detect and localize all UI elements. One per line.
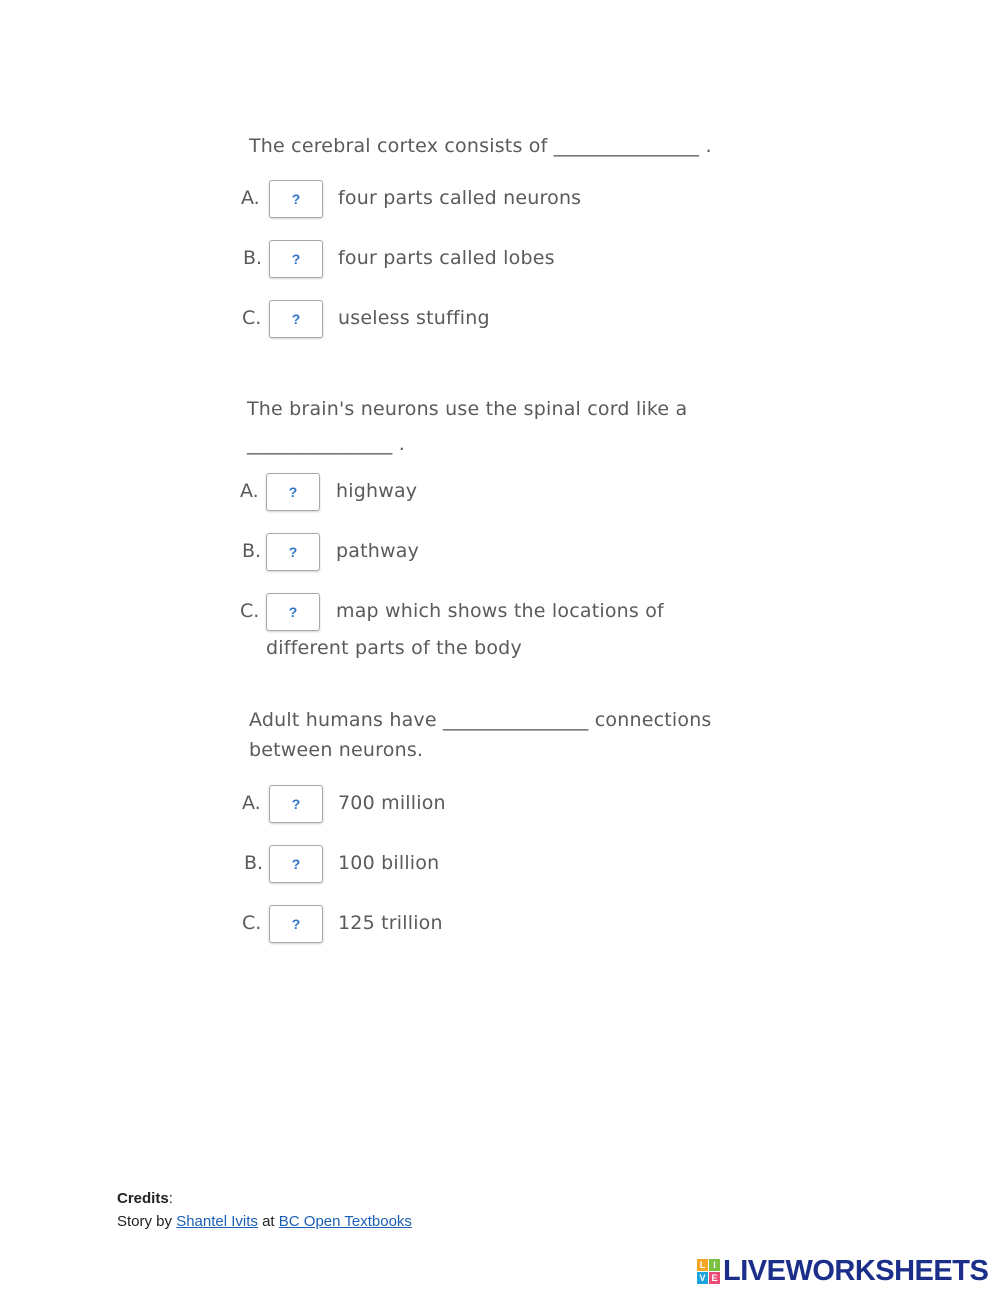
logo-mark-cell: E <box>709 1272 720 1284</box>
question-2-prompt: The brain's neurons use the spinal cord like a _______________ . <box>247 398 688 455</box>
answer-box-q1-c[interactable] <box>269 300 323 338</box>
question-3-prompt: Adult humans have _______________ connections between neurons. <box>249 709 712 761</box>
option-letter: A. <box>240 480 259 502</box>
story-by-label: Story by <box>117 1213 173 1230</box>
credits-heading-line <box>117 1187 412 1210</box>
question-mark-icon: ? <box>288 544 298 560</box>
option-text: 100 billion <box>338 852 440 874</box>
option-letter: C. <box>240 600 260 622</box>
logo-text: LIVEWORKSHEETS <box>723 1254 989 1287</box>
logo-mark-icon <box>697 1259 720 1284</box>
question-mark-icon: ? <box>291 191 301 207</box>
answer-box-q2-a[interactable] <box>266 473 320 511</box>
option-letter: A. <box>241 187 260 209</box>
option-text: map which shows the locations of different parts of the body <box>266 600 664 659</box>
answer-box-q2-b[interactable] <box>266 533 320 571</box>
logo-mark-cell: V <box>697 1272 708 1284</box>
at-label: at <box>262 1213 275 1230</box>
liveworksheets-logo <box>697 1255 988 1287</box>
answer-box-q3-b[interactable] <box>269 845 323 883</box>
question-mark-icon: ? <box>291 796 301 812</box>
option-letter: B. <box>242 540 262 562</box>
question-mark-icon: ? <box>288 484 298 500</box>
option-text: 700 million <box>338 792 446 814</box>
option-text: four parts called neurons <box>338 187 582 209</box>
option-letter: B. <box>243 247 263 269</box>
option-letter: C. <box>242 307 262 329</box>
question-mark-icon: ? <box>291 311 301 327</box>
source-link[interactable]: BC Open Textbooks <box>278 1213 412 1230</box>
logo-mark-cell: I <box>709 1259 720 1271</box>
question-mark-icon: ? <box>291 856 301 872</box>
option-letter: C. <box>242 912 262 934</box>
author-link[interactable]: Shantel Ivits <box>176 1213 258 1230</box>
answer-box-q3-a[interactable] <box>269 785 323 823</box>
logo-mark-cell: L <box>697 1259 708 1271</box>
question-mark-icon: ? <box>291 916 301 932</box>
question-mark-icon: ? <box>291 251 301 267</box>
credits-heading: Credits <box>117 1190 169 1207</box>
option-text: 125 trillion <box>338 912 443 934</box>
option-letter: B. <box>244 852 264 874</box>
credits <box>117 1187 412 1233</box>
option-text: useless stuffing <box>338 307 490 329</box>
option-letter: A. <box>242 792 261 814</box>
credits-colon: : <box>168 1190 173 1207</box>
answer-box-q1-a[interactable] <box>269 180 323 218</box>
option-text: highway <box>336 480 418 502</box>
credits-line <box>117 1210 412 1233</box>
option-text: pathway <box>336 540 420 562</box>
answer-box-q3-c[interactable] <box>269 905 323 943</box>
question-mark-icon: ? <box>288 604 298 620</box>
answer-box-q1-b[interactable] <box>269 240 323 278</box>
question-1-prompt: The cerebral cortex consists of _______________ . <box>249 135 712 157</box>
option-text: four parts called lobes <box>338 247 555 269</box>
